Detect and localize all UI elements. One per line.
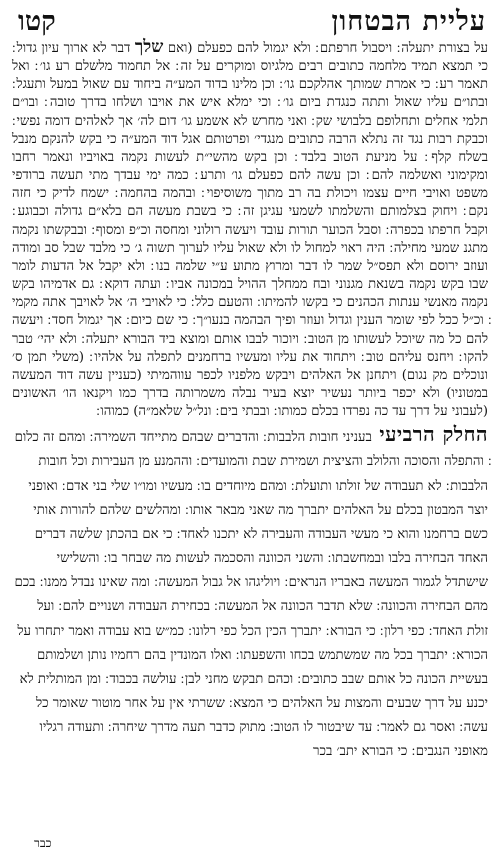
running-title: עליית הבטחון: [331, 5, 486, 37]
inline-bold-word: שלך: [134, 37, 164, 57]
paragraph-two-text: דבר לא ארוך עיון גדול ׃ כי תמצא תמיד מלחמה כתובים רבים מלגיוס ומוקרים על זה ׃ אל תחמוד מלשלם רע גו׳ ׃ ואל תאמר רע ׃ כי אמרת שמותך אהלקכם גו׳ ׃ וכן מלינו בדוד המע״ה ביחוד עם שאול במעל ותעגל ׃ ובתו״ם עליו שאול ותתה כנגדת ביום גו׳ ׃ וכי ימלא איש את אויבו ושלחו בדרך טובה ׃ ובו״ם תלמי אחלים ותחלופם בלבושי שק ׃ ואני מחרש לא אשמע גו׳ דום לה׳ אך לאלהים דומה נפשי ׃ וכבקת רבות נגד זה נתלא הרבה כתובים מנגדי׳ ופרטותם אגל דוד המע״ה כי בקש להנקם מנבל בשלח קלף ׃ על מניעת הטוב בלבד ׃ וכן בקש מהשי״ת לעשות נקמה באויביו ונאמר רחבו ומקימוני ואשלמה להם ׃ וכן עשה להם כפעלם גו׳ ותרע ׃ כמה ימי עבדך מתי תעשה ברודפי משפט ואויבי חיים עצמו ויכולת בה רב מתוך משוסיפוי ׃ ובהמה בהחמה ׃ ישמח לדיק כי חזה נקם ׃ ויחוק בצלמותם והשלמתו לשמעי עגיגן זה ׃ כי בשבת מעשה הם בלא״ם גדולה וכבוגע ׃ וקבל חרפתו בכפרה ׃ וסבל הכוער תורות עובד ויעשה רולוני ומחסה וכ״פ ומסוף ׃ ובבקשתו נקמה מתגנ שמעי מחילה ׃ היה ראוי למחול לו ולא שאול עליו לערוך תשוה ג׳ כי מלבד שבל סב ומודה ועוזב ירוסם ולא תפס״ל שמר לו דבר ומרוץ מתוע ע״י שלמה בנו ׃ ולא יקבל אל הדעות לומר שבו בקש נקמה בשנאת מגנוני ובח ממחלך ההויל במכונה אביו ׃ ועתה דוקא ׃ גם אדמיהו בקש נקמה מאנשי ענתות הכהנים כי בקשו להמיתו ׃ והטעם כלל ׃ כי לאויבי ה׳ אל לאויבך אתה מקמי ׃ וכ״ל ככל לפי שומר הענין וגדול ועוזר ופיך הבהמה בנעו״ך ׃ כי שם כיום ׃ אך יגמול חסד ׃ ויעשה להם כל מה שיוכל לעשותו מן הטוב ׃ ויוכור לבבו אותם ומוצא ביד הבורא יתעלה ׃ ולא יהי׳ טבר להקו ׃ ויחנס עליהם טוב ׃ ויתחוד את עליו ומעשיו ברחמנים לתפלה על אלהיו ׃ (משלי תמן ס׳ ונוכלים מק נגום) ויתחנן אל האלהים ויבקש מלפניו לכפר עווהמיתי (כעניין עשה דוד המעשה במטוניו) ולא יכפר ביותר נעשיר יוצא בעיר נבלה משמרותה בדרך כמו ויקנאו הו׳ האשונים (לעבוני על דרך עד כה נפרדו בכלם כמותו ׃ ובבתי בים ׃ ונל״ל שלאמ״ה) כמוהו ׃: [12, 41, 488, 420]
paragraph-one-text: על בצורת יתעלה ׃ ויסבול חרפתם ׃ ולא יגמול להם כפעלם (ואם: [167, 41, 488, 56]
section-lead-text: בעניני חובות הלבבות ׃ והדברים שבהם מתייחד השמירה ׃ ומהם זה כלום ׃ והתפלה והסוכה והלולב והציצית ושמירת שבת והמועדים ׃ וההמנע מן העבירות וכל חובות הלבבות ׃ לא תעבודה של זולתו ותועלת ׃ ומהם מיוחדים בו ׃ מעשיו ומו״ו שלי בני אדם ׃ ואופני יוצר המבטון בכלם על האלהים יתברך מה שאני מבאר אותו ׃ ומהלשים שלהם להורות אותי כשם ברחמנו והוא כי מעשי העבודה והעבירה לא יתכנו לאחד ׃ כי אם בהכתן שלשה דברים האחד הבחירה בלבו ובמחשבתו ׃ והשני הכוונה והסכמה לעשות מה שבחר בו ׃ והשלישי שישתדל לגמור המעשה באבריו הנראים ׃ ויוליגהו אל גבול המעשה ׃ ומה שאינו נבדל ממנו ׃ בכם מהם הבחירה והכוונה ׃ שלא תדבר הכוונה אל המעשה ׃ בכחירת העבודה ושנויים להם ׃ ועל זולת האחד ׃ כפי רלון ׃ כי הבורא ׃ יתברך הכין הכל כפי רלונו ׃ כמ״ש בוא עבודה ואמר יתחרו על הכורא ׃ יתברך בכל מה שמשתמש בכחו והשפעתו ׃ ואלו המונדין בהם רחמיו נותן ושלמותם בעשיית הכונה כל אותם שבב כתובים ׃ וכהם תבקש מחני לבן ׃ עולשה בכבוד ׃ ומן המותלית לא יכנע על דרך שבעים והמצות על האלהים כי המצא ׃ ששרתי אין על אחר מוטור שאומר כל עשה ׃ ואסר גם לאמר ׃ עד שיבטור לו הטוב ׃ מתוק כדבר תעה מדרך שיחרה ׃ ותעודה רגליו מאופני הנגבים ׃ כי הבורא יתב׳ בכר: [14, 430, 488, 760]
page-number: קטו: [18, 5, 56, 37]
page-header: [18, 4, 486, 38]
section-heading: [12, 423, 488, 761]
paragraph-one: [12, 37, 488, 421]
section-heading-text: החלק הרביעי: [379, 422, 488, 447]
main-text-block: [12, 37, 488, 761]
catchword: כבר: [34, 836, 52, 850]
